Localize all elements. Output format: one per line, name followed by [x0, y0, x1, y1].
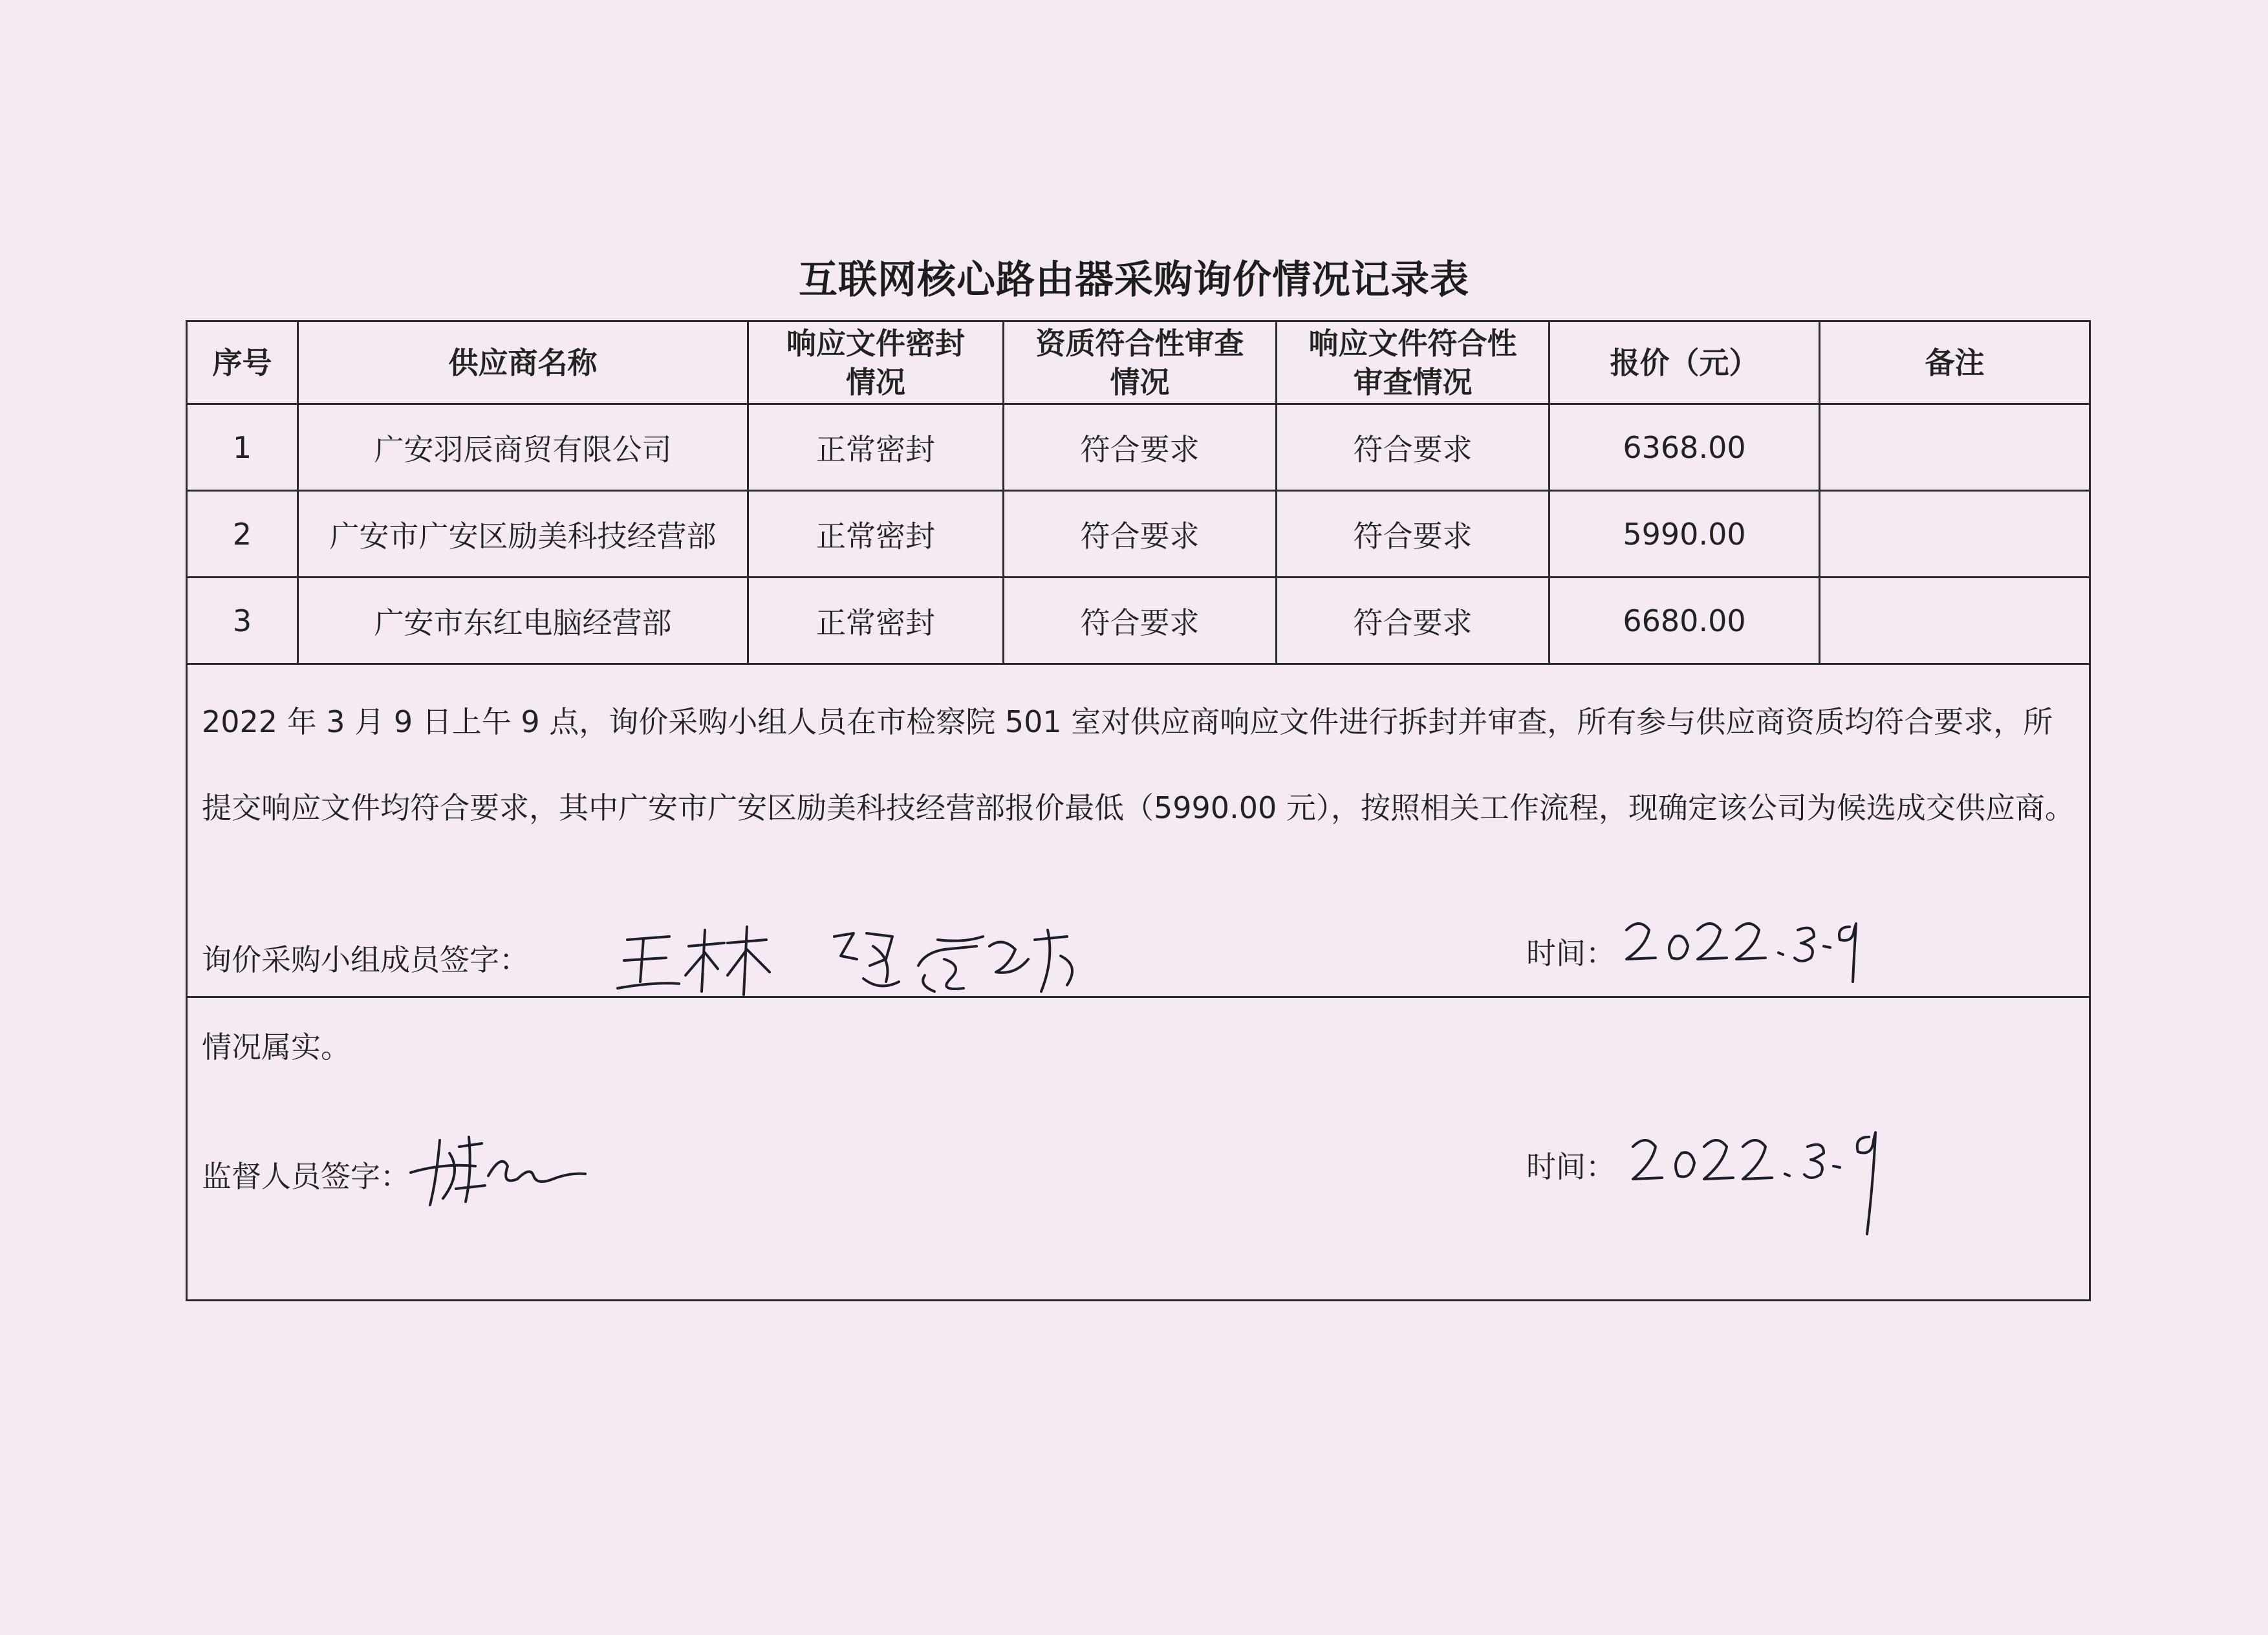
row-sealed: 正常密封: [748, 578, 1004, 664]
group-time-handwritten: [1620, 907, 1866, 991]
table-row: [187, 404, 2090, 491]
narrative-text: 2022 年 3 月 9 日上午 9 点，询价采购小组人员在市检察院 501 室对供应商响应文件进行拆封并审查，所有参与供应商资质均符合要求，所提交响应文件均符合要求，其中广安市广安区励美科技经营部报价最低（5990.00 元），按照相关工作流程，现确定该公司为候选成交供应商。: [202, 704, 2075, 825]
page-title: 互联网核心路由器采购询价情况记录表: [799, 257, 1469, 303]
inquiry-record-table: [186, 320, 2091, 1301]
header-supplier: 供应商名称: [298, 321, 748, 404]
narrative-row: [187, 664, 2090, 997]
row-price: 6680.00: [1550, 578, 1820, 664]
header-sealed: [748, 321, 1004, 404]
row-remark: [1820, 578, 2090, 664]
header-price: 报价（元）: [1550, 321, 1820, 404]
row-supplier: 广安市广安区励美科技经营部: [298, 491, 748, 578]
row-no: 2: [187, 491, 298, 578]
table-row: [187, 491, 2090, 578]
group-sign-label: 询价采购小组成员签字：: [202, 942, 529, 977]
row-remark: [1820, 491, 2090, 578]
row-supplier: 广安市东红电脑经营部: [298, 578, 748, 664]
row-supplier: 广安羽辰商贸有限公司: [298, 404, 748, 491]
supervisor-time-handwritten: [1620, 1121, 1892, 1244]
header-response: [1277, 321, 1550, 404]
supervision-cell: [187, 997, 2090, 1301]
supervision-row: [187, 997, 2090, 1301]
row-no: 1: [187, 404, 298, 491]
supervisor-time-label: 时间：: [1526, 1149, 1615, 1184]
row-qualification: 符合要求: [1004, 491, 1277, 578]
row-response: 符合要求: [1277, 491, 1550, 578]
header-qual-line2: 情况: [1110, 364, 1170, 400]
table-row: [187, 578, 2090, 664]
header-no: 序号: [187, 321, 298, 404]
header-remark: 备注: [1820, 321, 2090, 404]
supervisor-sign-label: 监督人员签字：: [202, 1159, 410, 1194]
group-signatures: [614, 920, 1377, 1004]
row-price: 5990.00: [1550, 491, 1820, 578]
narrative-cell: [187, 664, 2090, 997]
supervisor-signature: [404, 1127, 592, 1211]
row-remark: [1820, 404, 2090, 491]
row-qualification: 符合要求: [1004, 404, 1277, 491]
header-resp-line2: 审查情况: [1353, 364, 1473, 400]
row-no: 3: [187, 578, 298, 664]
header-qualification: [1004, 321, 1277, 404]
header-sealed-line2: 情况: [846, 364, 905, 400]
row-response: 符合要求: [1277, 404, 1550, 491]
row-qualification: 符合要求: [1004, 578, 1277, 664]
header-qual-line1: 资质符合性审查: [1035, 325, 1244, 361]
supervision-note: 情况属实。: [202, 1030, 351, 1065]
row-price: 6368.00: [1550, 404, 1820, 491]
header-sealed-line1: 响应文件密封: [786, 325, 965, 361]
group-time-label: 时间：: [1526, 936, 1615, 971]
header-row: [187, 321, 2090, 404]
row-sealed: 正常密封: [748, 404, 1004, 491]
row-sealed: 正常密封: [748, 491, 1004, 578]
header-resp-line1: 响应文件符合性: [1308, 325, 1517, 361]
row-response: 符合要求: [1277, 578, 1550, 664]
